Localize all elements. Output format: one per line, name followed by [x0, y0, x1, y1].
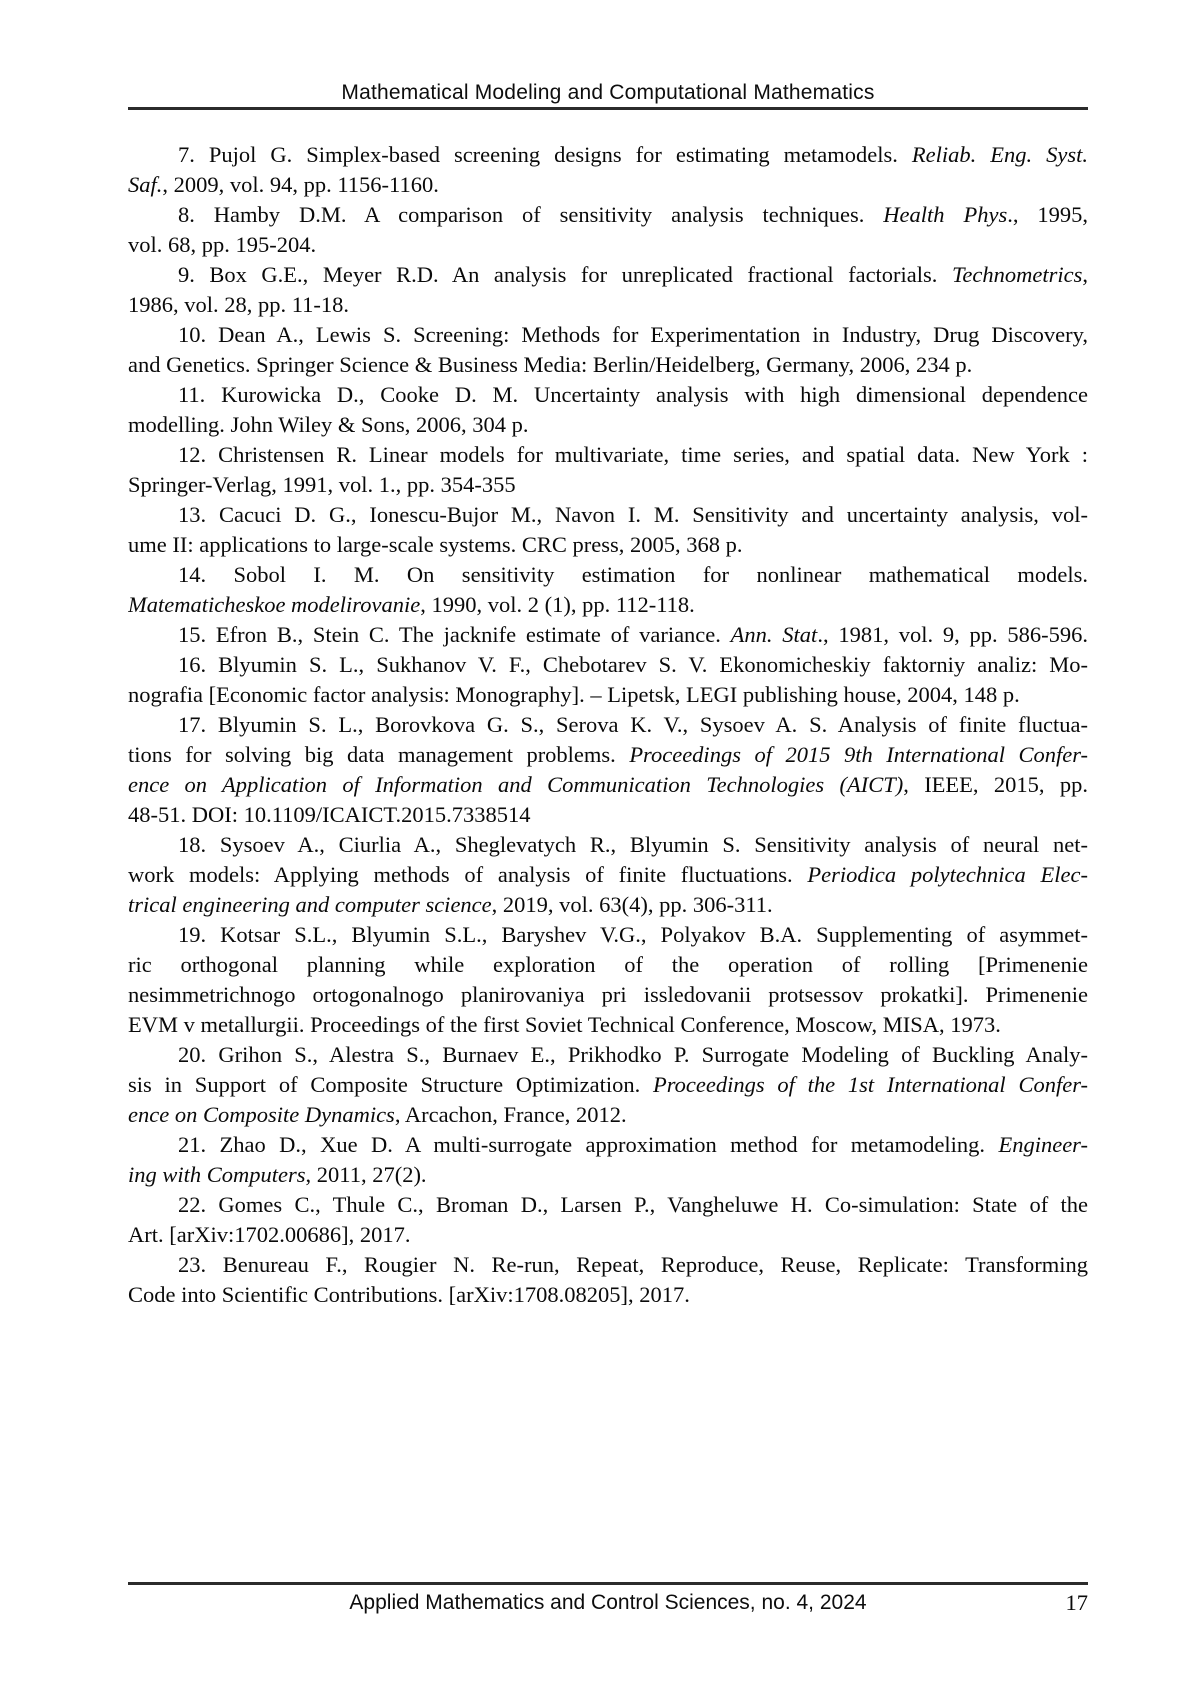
header-rule: [128, 107, 1088, 110]
reference-line: [128, 470, 1088, 500]
reference-text: vol. 68, pp. 195-204.: [128, 232, 317, 257]
reference-item: [128, 620, 1088, 650]
reference-text-italic: ence on Application of Information and Communication Technologies (AICT): [128, 772, 904, 797]
journal-footer-line: Applied Mathematics and Control Sciences, no. 4, 2024: [349, 1591, 867, 1614]
reference-line: [128, 710, 1088, 740]
reference-text: modelling. John Wiley & Sons, 2006, 304 p.: [128, 412, 529, 437]
reference-text-italic: Saf.: [128, 172, 163, 197]
reference-line: [128, 170, 1088, 200]
reference-text: ., 1995,: [1007, 202, 1088, 227]
reference-line: [128, 380, 1088, 410]
reference-text: 12. Christensen R. Linear models for multivariate, time series, and spatial data. New York :: [178, 442, 1088, 467]
reference-text: 11. Kurowicka D., Cooke D. M. Uncertainty analysis with high dimensional dependence: [178, 382, 1088, 407]
reference-text-italic: Ann. Stat: [730, 622, 818, 647]
reference-line: [128, 920, 1088, 950]
reference-line: [128, 680, 1088, 710]
reference-line: [128, 1100, 1088, 1130]
reference-item: [128, 830, 1088, 920]
reference-text: , 2019, vol. 63(4), pp. 306-311.: [491, 892, 773, 917]
reference-line: [128, 1130, 1088, 1160]
reference-text: , Arcachon, France, 2012.: [394, 1102, 627, 1127]
reference-text: 18. Sysoev A., Ciurlia A., Sheglevatych R., Blyumin S. Sensitivity analysis of neural net-: [178, 832, 1088, 857]
reference-line: [128, 1070, 1088, 1100]
reference-text: 8. Hamby D.M. A comparison of sensitivity analysis techniques.: [178, 202, 884, 227]
reference-text: 7. Pujol G. Simplex-based screening designs for estimating metamodels.: [178, 142, 912, 167]
reference-text-italic: Periodica polytechnica Elec-: [807, 862, 1088, 887]
reference-line: [128, 890, 1088, 920]
reference-line: [128, 560, 1088, 590]
reference-text: 1986, vol. 28, pp. 11-18.: [128, 292, 350, 317]
reference-line: [128, 410, 1088, 440]
reference-item: [128, 200, 1088, 260]
reference-line: [128, 830, 1088, 860]
reference-text: , IEEE, 2015, pp.: [903, 772, 1088, 797]
reference-text-italic: ence on Composite Dynamics: [128, 1102, 395, 1127]
reference-text: 14. Sobol I. M. On sensitivity estimation for nonlinear mathematical models.: [178, 562, 1088, 587]
reference-line: [128, 590, 1088, 620]
reference-item: [128, 140, 1088, 200]
reference-line: [128, 1280, 1088, 1310]
reference-line: [128, 1190, 1088, 1220]
reference-line: [128, 200, 1088, 230]
reference-text: Art. [arXiv:1702.00686], 2017.: [128, 1222, 411, 1247]
reference-line: [128, 740, 1088, 770]
reference-text-italic: ing with Computers: [128, 1162, 306, 1187]
reference-line: [128, 650, 1088, 680]
reference-text: ,: [1082, 262, 1088, 287]
reference-text: 23. Benureau F., Rougier N. Re-run, Repeat, Reproduce, Reuse, Replicate: Transforming: [178, 1252, 1088, 1277]
reference-text-italic: Technometrics: [951, 262, 1083, 287]
reference-line: [128, 950, 1088, 980]
reference-item: [128, 500, 1088, 560]
reference-item: [128, 560, 1088, 620]
reference-text-italic: Engineer-: [998, 1132, 1088, 1157]
reference-text: nografia [Economic factor analysis: Monography]. – Lipetsk, LEGI publishing house, 2004, 148 p.: [128, 682, 1020, 707]
reference-line: [128, 1010, 1088, 1040]
reference-text: Springer-Verlag, 1991, vol. 1., pp. 354-355: [128, 472, 516, 497]
reference-text-italic: Matematicheskoe modelirovanie: [128, 592, 421, 617]
reference-text-italic: Health Phys: [883, 202, 1008, 227]
reference-line: [128, 1220, 1088, 1250]
reference-item: [128, 650, 1088, 710]
reference-text: 13. Cacuci D. G., Ionescu-Bujor M., Navon I. M. Sensitivity and uncertainty analysis, vol-: [178, 502, 1088, 527]
reference-text-italic: Proceedings of the 1st International Confer-: [652, 1072, 1088, 1097]
reference-text: and Genetics. Springer Science & Business Media: Berlin/Heidelberg, Germany, 2006, 234 p.: [128, 352, 973, 377]
page-number: 17: [1065, 1590, 1088, 1615]
reference-item: [128, 1190, 1088, 1250]
reference-text: ume II: applications to large-scale systems. CRC press, 2005, 368 p.: [128, 532, 743, 557]
reference-text: 19. Kotsar S.L., Blyumin S.L., Baryshev V.G., Polyakov B.A. Supplementing of asymmet-: [178, 922, 1088, 947]
reference-item: [128, 1130, 1088, 1190]
reference-line: [128, 620, 1088, 650]
reference-text-italic: Proceedings of 2015 9th International Confer-: [629, 742, 1088, 767]
reference-text: 21. Zhao D., Xue D. A multi-surrogate approximation method for metamodeling.: [178, 1132, 999, 1157]
reference-text: ric orthogonal planning while exploration of the operation of rolling [Primenenie: [128, 952, 1088, 977]
reference-line: [128, 1160, 1088, 1190]
references-list: [128, 140, 1088, 1310]
reference-line: [128, 860, 1088, 890]
reference-line: [128, 350, 1088, 380]
reference-item: [128, 710, 1088, 830]
reference-line: [128, 320, 1088, 350]
reference-text: 20. Grihon S., Alestra S., Burnaev E., Prikhodko P. Surrogate Modeling of Buckling Analy-: [178, 1042, 1088, 1067]
reference-item: [128, 380, 1088, 440]
reference-line: [128, 1250, 1088, 1280]
reference-item: [128, 320, 1088, 380]
reference-text-italic: Reliab. Eng. Syst.: [911, 142, 1088, 167]
reference-line: [128, 800, 1088, 830]
reference-line: [128, 1040, 1088, 1070]
reference-text-italic: trical engineering and computer science: [128, 892, 492, 917]
reference-text: EVM v metallurgii. Proceedings of the first Soviet Technical Conference, Moscow, MISA, 1973.: [128, 1012, 1001, 1037]
reference-text: 17. Blyumin S. L., Borovkova G. S., Serova K. V., Sysoev A. S. Analysis of finite fluctua-: [178, 712, 1088, 737]
reference-item: [128, 440, 1088, 500]
reference-text: 48-51. DOI: 10.1109/ICAICT.2015.7338514: [128, 802, 531, 827]
reference-line: [128, 230, 1088, 260]
reference-text: 16. Blyumin S. L., Sukhanov V. F., Chebotarev S. V. Ekonomicheskiy faktorniy analiz: Mo-: [178, 652, 1088, 677]
reference-line: [128, 530, 1088, 560]
reference-text: , 2011, 27(2).: [305, 1162, 427, 1187]
reference-text: ., 1981, vol. 9, pp. 586-596.: [817, 622, 1088, 647]
running-head: Mathematical Modeling and Computational Mathematics: [341, 81, 875, 104]
reference-line: [128, 770, 1088, 800]
reference-line: [128, 500, 1088, 530]
reference-line: [128, 140, 1088, 170]
reference-text: 10. Dean A., Lewis S. Screening: Methods for Experimentation in Industry, Drug Discovery,: [178, 322, 1088, 347]
reference-line: [128, 440, 1088, 470]
reference-text: tions for solving big data management problems.: [128, 742, 630, 767]
reference-text: work models: Applying methods of analysis of finite fluctuations.: [128, 862, 808, 887]
reference-text: sis in Support of Composite Structure Optimization.: [128, 1072, 653, 1097]
reference-text: , 1990, vol. 2 (1), pp. 112-118.: [420, 592, 695, 617]
reference-text: 22. Gomes C., Thule C., Broman D., Larsen P., Vangheluwe H. Co-simulation: State of the: [178, 1192, 1088, 1217]
reference-line: [128, 260, 1088, 290]
reference-item: [128, 920, 1088, 1040]
reference-text: , 2009, vol. 94, pp. 1156-1160.: [162, 172, 439, 197]
reference-text: 15. Efron B., Stein C. The jacknife estimate of variance.: [178, 622, 731, 647]
reference-line: [128, 290, 1088, 320]
reference-item: [128, 1250, 1088, 1310]
reference-text: nesimmetrichnogo ortogonalnogo planirovaniya pri issledovanii protsessov prokatki]. Primenenie: [128, 982, 1088, 1007]
reference-text: 9. Box G.E., Meyer R.D. An analysis for unreplicated fractional factorials.: [178, 262, 952, 287]
reference-line: [128, 980, 1088, 1010]
reference-text: Code into Scientific Contributions. [arXiv:1708.08205], 2017.: [128, 1282, 690, 1307]
reference-item: [128, 1040, 1088, 1130]
footer-rule: [128, 1582, 1088, 1585]
reference-item: [128, 260, 1088, 320]
